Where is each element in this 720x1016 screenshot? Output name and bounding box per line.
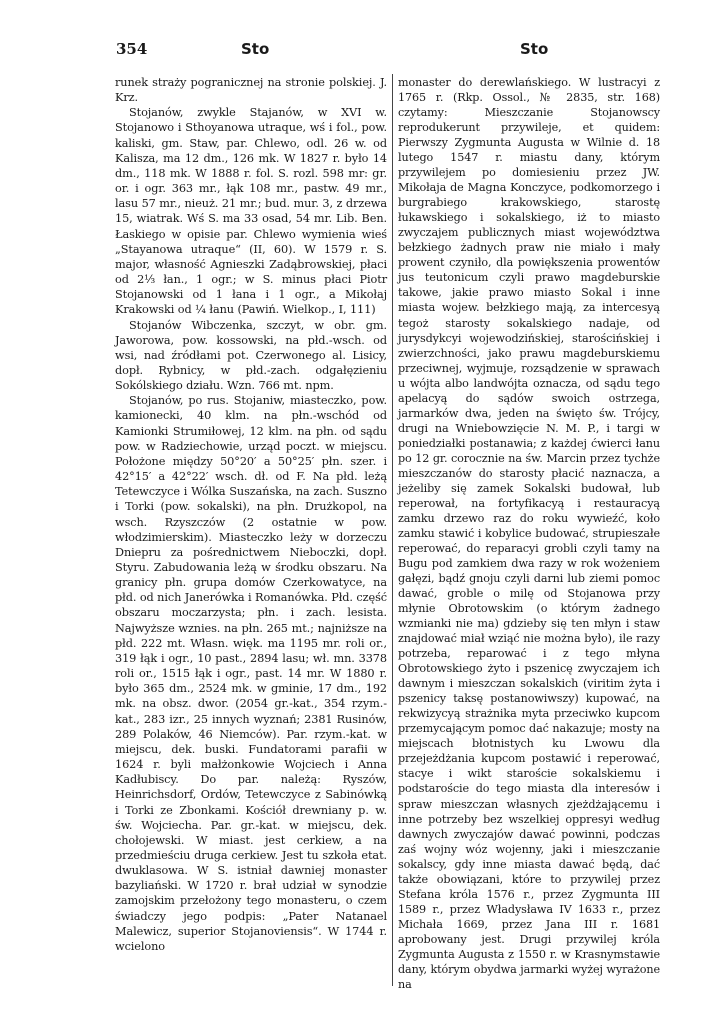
running-head-left: Sto	[241, 40, 270, 58]
entry-stojanow-wibczenka: Stojanów Wibczenka, szczyt, w obr. gm. Jaworowa, pow. kossowski, na płd.-wsch. od wsi, nad źródłami pot. Czerwonego al. Lisicy, dopł. Rybnicy, w płd.-zach. odgałęzieniu Sokólskiego działu. Wzn. 766 mt. npm.	[115, 318, 387, 393]
column-divider	[392, 74, 393, 986]
entry-stojanow-kaliski: Stojanów, zwykle Stajanów, w XVI w. Stojanowo i Sthoyanowa utraque, wś i fol., pow. kaliski, gm. Staw, par. Chlewo, odl. 26 w. od Kalisza, ma 12 dm., 126 mk. W 1827 r. było 14 dm., 118 mk. W 1888 r. fol. S. rozl. 598 mr: gr. or. i ogr. 363 mr., łąk 108 mr., pastw. 49 mr., lasu 57 mr., nieuż. 21 mr.; bud. mur. 3, z drzewa 15, wiatrak. Wś S. ma 33 osad, 54 mr. Lib. Ben. Łaskiego w opisie par. Chlewo wymienia wieś „Stayanowa utraque“ (II, 60). W 1579 r. S. major, własność Agnieszki Zadąbrowskiej, płaci od 2⅓ łan., 1 ogr.; w S. minus płaci Piotr Stojanowski od 1 łana i 1 ogr., a Mikołaj Krakowski od ¼ łanu (Pawiń. Wielkop., I, 111)	[115, 106, 387, 317]
left-column	[115, 75, 387, 954]
page-header	[0, 40, 720, 64]
entry-stojanow-miasteczko: Stojanów, po rus. Stojaniw, miasteczko, pow. kamionecki, 40 klm. na płn.-wschód od Kamionki Strumiłowej, 12 klm. na płn. od sądu pow. w Radziechowie, urząd poczt. w miejscu. Położone między 50°20′ a 50°25′ płn. szer. i 42°15′ a 42°22′ wsch. dł. od F. Na płd. leżą Tetewczyce i Wólka Suszańska, na zach. Suszno i Torki (pow. sokalski), na płn. Drużkopol, na wsch. Rzyszczów (2 ostatnie w pow. włodzimierskim). Miasteczko leży w dorzeczu Dniepru za pośrednictwem Nieboczki, dopł. Styru. Zabudowania leżą w środku obszaru. Na granicy płn. grupa domów Czerkowatyce, na płd. od nich Janerówka i Romanówka. Płd. część obszaru moczarzysta; płn. i zach. lesista. Najwyższe wznies. na płn. 265 mt.; najniższe na płd. 222 mt. Własn. więk. ma 1195 mr. roli or., 319 łąk i ogr., 10 past., 2894 lasu; wł. mn. 3378 roli or., 1515 łąk i ogr., past. 14 mr. W 1880 r. było 365 dm., 2524 mk. w gminie, 17 dm., 192 mk. na obsz. dwor. (2054 gr.-kat., 354 rzym.-kat., 283 izr., 25 innych wyznań; 2381 Rusinów, 289 Polaków, 46 Niemców). Par. rzym.-kat. w miejscu, dek. buski. Fundatorami parafii w 1624 r. byli małżonkowie Wojciech i Anna Kadłubiscy. Do par. należą: Ryszów, Heinrichsdorf, Ordów, Tetewczyce z Sabinówką i Torki ze Zbonkami. Kościół drewniany p. w. św. Wojciecha. Par. gr.-kat. w miejscu, dek. chołojewski. W miast. jest cerkiew, a na przedmieściu druga cerkiew. Jest tu szkoła etat. dwuklasowa. W S. istniał dawniej monaster bazyliański. W 1720 r. brał udział w synodzie zamojskim przełożony tego monasteru, o czem świadczy jego podpis: „Pater Natanael Malewicz, superior Stojanoviensis“. W 1744 r. wcielono	[115, 394, 387, 953]
paragraph: runek straży pogranicznej na stronie polskiej. J. Krz.	[115, 76, 387, 105]
running-head-right: Sto	[520, 40, 549, 58]
right-column	[398, 75, 660, 992]
paragraph: monaster do derewlańskiego. W lustracyi z 1765 r. (Rkp. Ossol., № 2835, str. 168) czytamy: Mieszczanie Stojanowscy reprodukerunt przywileje, et quidem: Pierwszy Zygmunta Augusta w Wilnie d. 18 lutego 1547 r. miastu dany, którym przywilejem po domiesieniu przez JW. Mikołaja de Magna Konczyce, podkomorzego i burgrabiego krakowskiego, starostę łukawskiego i sokalskiego, iż to miasto zwyczajem publicznych miast województwa bełzkiego żadnych praw nie miało i mały prowent czyniło, dla powiększenia prowentów jus teutonicum czyli prawo magdeburskie takowe, jakie prawo miasto Sokal i inne miasta wojew. bełzkiego mają, za intercesyą tegoż starosty sokalskiego nadaje, od jurysdykcyi wojewodzińskiej, starościńskiej i zwierzchności, jako prawu magdeburskiemu przeciwnej, wyjmuje, rozsądzenie w sprawach u wójta albo landwójta oznacza, od sądu tego apelacyą do sądów swoich ostrzega, jarmarków dwa, jeden na święto św. Trójcy, drugi na Wniebowzięcie N. M. P., i targi w poniedziałki postanawia; z każdej ćwierci łanu po 12 gr. corocznie na św. Marcin przez tychże mieszczanów do starosty płacić naznacza, a jeżeliby się zamek Sokalski budował, lub reperował, na fortyfikacyą i restauracyą zamku drzewo raz do roku wywieźć, koło zamku stawić i kobylice budować, strupieszałe reperować, do reparacyi grobli czyli tamy na Bugu pod zamkiem dwa razy w rok wożeniem gałęzi, bądź gnoju czyli darni lub ziemi pomoc dawać, groble o milę od Stojanowa przy młynie Obrotowskim (o którym żadnego wzmianki nie ma) gdzieby się ten młyn i staw znajdować miał wziąć nie można było), ile razy potrzeba, reparować i z tego młyna Obrotowskiego żyto i pszenicę zwyczajem ich dawnym i mieszczan sokalskich (viritim żyta i pszenicy taksę postanowiwszy) kupować, na rekwizycyą strażnika myta przeciwko kupcom przemycającym pomoc dać nakazuje; mosty na miejscach błotnistych ku Lwowu dla przejeżdżania kupcom postawić i reperować, stacye i wikt staroście sokalskiemu i podstaroście do tego miasta dla interesów i spraw mieszczan własnych zjeżdżającemu i inne potrzeby bez wszelkiej oppresyi według dawnych zwyczajów dawać powinni, podczas zaś wojny wóz wojenny, jaki i mieszczanie sokalscy, gdy inne miasta dawać będą, dać także obowiązani, które to przywilej przez Stefana króla 1576 r., przez Zygmunta III 1589 r., przez Władysława IV 1633 r., przez Michała 1669, przez Jana III r. 1681 aprobowany jest. Drugi przywilej króla Zygmunta Augusta z 1550 r. w Krasnymstawie dany, którym obydwa jarmarki wyżej wyrażone na	[398, 76, 660, 991]
page-number: 354	[116, 40, 148, 58]
